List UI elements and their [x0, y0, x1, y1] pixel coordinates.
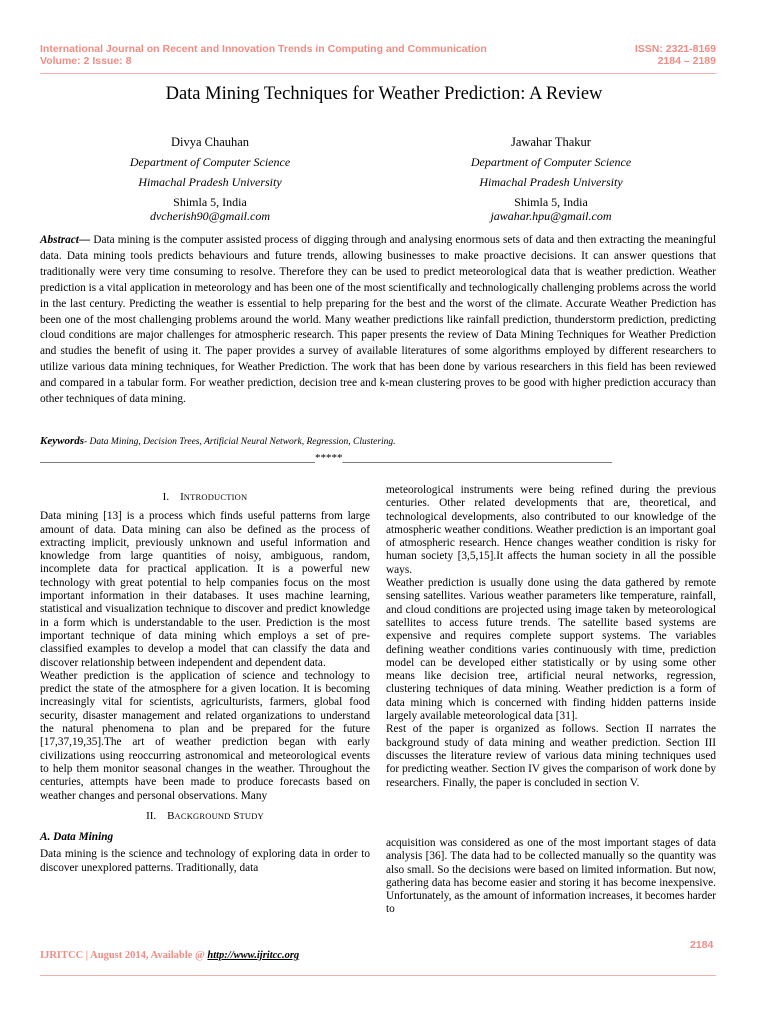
- abstract-label: Abstract—: [40, 234, 91, 246]
- journal-volume: Volume: 2 Issue: 8: [40, 55, 132, 67]
- section-number: I.: [162, 491, 170, 503]
- right-column: [386, 484, 716, 790]
- left-column: [40, 491, 370, 875]
- section-title-initial: I: [180, 491, 184, 503]
- section-title-initial: S: [233, 809, 240, 822]
- author-name: Jawahar Thakur: [511, 135, 591, 149]
- separator-line: __________________________________________________*****_________________________________________________: [40, 452, 612, 464]
- right-paragraph-4: acquisition was considered as one of the most important stages of data analysis [36]. The data had to be collected manually so the quantity was also small. So the decisions were based on limited information. But now, gathering data has become easier and storing it has become inexpensive. Unfortunately, as the amount of information increases, it becomes harder to: [386, 837, 716, 916]
- background-paragraph-1: Data mining is the science and technology of exploring data in order to discover unexplored patterns. Traditionally, data: [40, 848, 370, 874]
- keywords-label: Keywords: [40, 435, 84, 447]
- author-block-2: [431, 132, 671, 223]
- section-title-initial: B: [167, 809, 175, 822]
- journal-name: International Journal on Recent and Innovation Trends in Computing and Communication: [40, 43, 487, 55]
- page-number: 2184: [690, 939, 714, 951]
- subsection-heading-data-mining: A. Data Mining: [40, 831, 114, 844]
- section-title-rest: NTRODUCTION: [183, 492, 248, 502]
- author-department: Department of Computer Science: [129, 155, 291, 169]
- section-number: II.: [146, 809, 157, 822]
- journal-pages: 2184 – 2189: [657, 55, 716, 67]
- right-paragraph-3: Rest of the paper is organized as follows. Section II narrates the background study of data mining and weather prediction. Section III discusses the literature review of various data mining techniques used for predicting weather. Section IV gives the comparison of work done by researchers. Finally, the paper is concluded in section V.: [386, 723, 716, 789]
- author-department: Department of Computer Science: [470, 155, 632, 169]
- header-rule: [40, 73, 716, 74]
- author-block-1: [90, 132, 330, 223]
- author-university: Himachal Pradesh University: [138, 175, 282, 189]
- keywords-text: - Data Mining, Decision Trees, Artificial Neural Network, Regression, Clustering.: [84, 437, 396, 447]
- author-location: Shimla 5, India: [514, 195, 588, 209]
- author-university: Himachal Pradesh University: [479, 175, 623, 189]
- footer-text: [40, 950, 299, 961]
- right-paragraph-1: meteorological instruments were being refined during the previous centuries. Other related developments that are, theoretical, and technological developments, also contributed to our knowledge of the atmospheric weather conditions. Weather prediction is an important goal of atmospheric research. Hence changes weather condition is risky for human society [3,5,15].It affects the human society in all the possible ways.: [386, 484, 716, 576]
- author-location: Shimla 5, India: [173, 195, 247, 209]
- section-heading-introduction: [40, 491, 370, 504]
- section-heading-background: [40, 810, 370, 823]
- footer-rule: [40, 975, 716, 976]
- intro-paragraph-2: Weather prediction is the application of science and technology to predict the state of the atmosphere for a given location. It is becoming increasingly vital for scientists, agriculturists, farmers, global food security, disaster management and related organizations to understand the natural phenomena to plan and be prepared for the future [17,37,19,35].The art of weather prediction began with early civilizations using reoccurring astronomical and meteorological events to help them monitor seasonal changes in the weather. Throughout the centuries, attempts have been made to produce forecasts based on weather changes and personal observations. Many: [40, 669, 370, 802]
- abstract: [40, 233, 716, 408]
- section-title-rest: ACKGROUND: [174, 810, 231, 821]
- author-name: Divya Chauhan: [170, 135, 250, 149]
- footer-link[interactable]: http://www.ijritcc.org: [207, 950, 300, 961]
- author-email[interactable]: jawahar.hpu@gmail.com: [490, 209, 612, 223]
- abstract-text: Data mining is the computer assisted process of digging through and analysing enormous sets of data and then extracting the meaningful data. Data mining tools predicts behaviours and future trends, allowing businesses to make proactive decisions. It can answer questions that traditionally were very time consuming to resolve. Therefore they can be used to predict meteorological data that is weather prediction. Weather prediction is a vital application in meteorology and has been one of the most scientifically and technologically challenging problems across the world in the last century. Predicting the weather is essential to help preparing for the best and the worst of the climate. Accurate Weather Prediction has been one of the most challenging problems around the world. Many weather predictions like rainfall prediction, thunderstorm prediction, predicting cloud conditions are major challenges for atmospheric research. This paper presents the review of Data Mining Techniques for Weather Prediction and studies the benefit of using it. The paper provides a survey of available literatures of some algorithms employed by different researchers to utilize various data mining techniques, for Weather Prediction. The work that has been done by various researchers in this field has been reviewed and compared in a tabular form. For weather prediction, decision tree and k-mean clustering proves to be good with higher prediction accuracy than other techniques of data mining.: [40, 234, 716, 406]
- intro-paragraph-1: Data mining [13] is a process which finds useful patterns from large amount of data. Data mining can also be defined as the process of extracting implicit, previously unknown and useful information and knowledge from large quantities of noisy, ambiguous, random, incomplete data for practical application. It is a powerful new technology with great potential to help companies focus on the most important information in their databases. It uses machine learning, statistical and visualization technique to discover and predict knowledge in a form which is understandable to the user. Prediction is the most important technique of data mining which employs a set of pre-classified examples to develop a model that can classify the data and discover relationship between independent and dependent data.: [40, 510, 370, 669]
- footer-label: IJRITCC | August 2014, Available @: [40, 950, 208, 961]
- right-paragraph-2: Weather prediction is usually done using the data gathered by remote sensing satellites. Various weather parameters like temperature, rainfall, and cloud conditions are projected using image taken by meteorological satellites to access future trends. The satellite based systems are expensive and requires complete support systems. The variables defining weather conditions varies continuously with time, prediction model can be developed either statistically or by using some other means like decision tree, artificial neural networks, regression, clustering techniques of data mining. Weather prediction is a form of data mining which is concerned with finding hidden patterns inside largely available meteorological data [31].: [386, 577, 716, 723]
- right-column-continued: [386, 837, 716, 917]
- section-title-rest: TUDY: [239, 810, 264, 821]
- journal-issn: ISSN: 2321-8169: [634, 43, 716, 55]
- keywords: [40, 435, 396, 447]
- author-email[interactable]: dvcherish90@gmail.com: [149, 209, 271, 223]
- paper-title: Data Mining Techniques for Weather Prediction: A Review: [165, 84, 603, 104]
